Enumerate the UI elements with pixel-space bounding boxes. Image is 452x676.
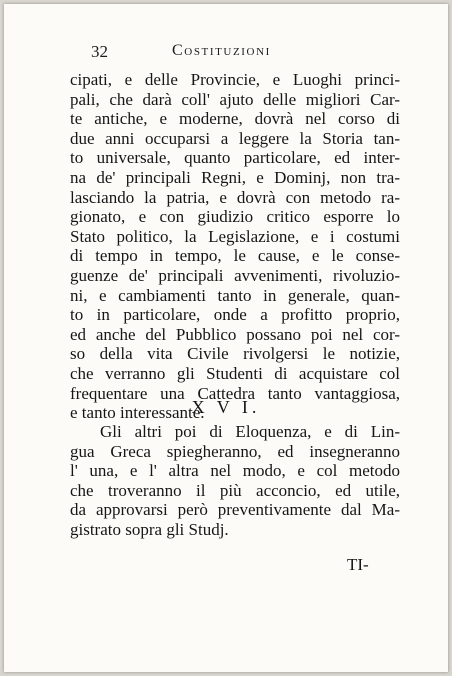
running-title: Costituzioni	[172, 42, 271, 59]
book-page	[4, 4, 448, 672]
text-line: di tempo in tempo, le cause, e le conse-	[70, 246, 400, 266]
text-line: pali, che darà coll' ajuto delle migliori Car-	[70, 89, 400, 109]
section-heading: X V I.	[191, 397, 261, 417]
text-line: l' una, e l' altra nel modo, e col metodo	[70, 461, 400, 481]
catchword: TI-	[347, 555, 369, 574]
text-line: da approvarsi però preventivamente dal Ma-	[70, 500, 400, 520]
text-line: gistrato sopra gli Studj.	[70, 519, 229, 539]
text-line: e tanto interessante.	[70, 403, 205, 423]
paragraph-2	[70, 422, 400, 540]
text-line: te antiche, e moderne, dovrà nel corso di	[70, 109, 400, 129]
text-line: che verranno gli Studenti di acquistare col	[70, 363, 400, 383]
text-line: ni, e cambiamenti tanto in generale, quan-	[70, 285, 400, 305]
text-line: Gli altri poi di Eloquenza, e di Lin-	[100, 422, 400, 441]
text-line: to universale, quanto particolare, ed inter-	[70, 148, 400, 168]
text-line: cipati, e delle Provincie, e Luoghi princi-	[70, 70, 400, 89]
text-line: to in particolare, onde a profitto proprio,	[70, 305, 400, 325]
text-line: Stato politico, la Legislazione, e i costumi	[70, 226, 400, 246]
text-line: na de' principali Regni, e Dominj, non tra-	[70, 167, 400, 187]
text-line: guenze de' principali avvenimenti, rivoluzio-	[70, 265, 400, 285]
page-number: 32	[91, 42, 108, 61]
text-line: gionato, e con giudizio critico esporre lo	[70, 207, 400, 227]
text-line: due anni occuparsi a leggere la Storia tan-	[70, 128, 400, 148]
text-line: frequentare una Cattedra tanto vantaggiosa,	[70, 383, 400, 403]
text-line: so della vita Civile rivolgersi le notizie,	[70, 344, 400, 364]
text-line: lasciando la patria, e dovrà con metodo ra-	[70, 187, 400, 207]
paragraph-1	[70, 70, 400, 423]
text-line: che troveranno il più acconcio, ed utile,	[70, 480, 400, 500]
text-line: ed anche del Pubblico possano poi nel cor-	[70, 324, 400, 344]
text-line: gua Greca spiegheranno, ed insegneranno	[70, 441, 400, 461]
